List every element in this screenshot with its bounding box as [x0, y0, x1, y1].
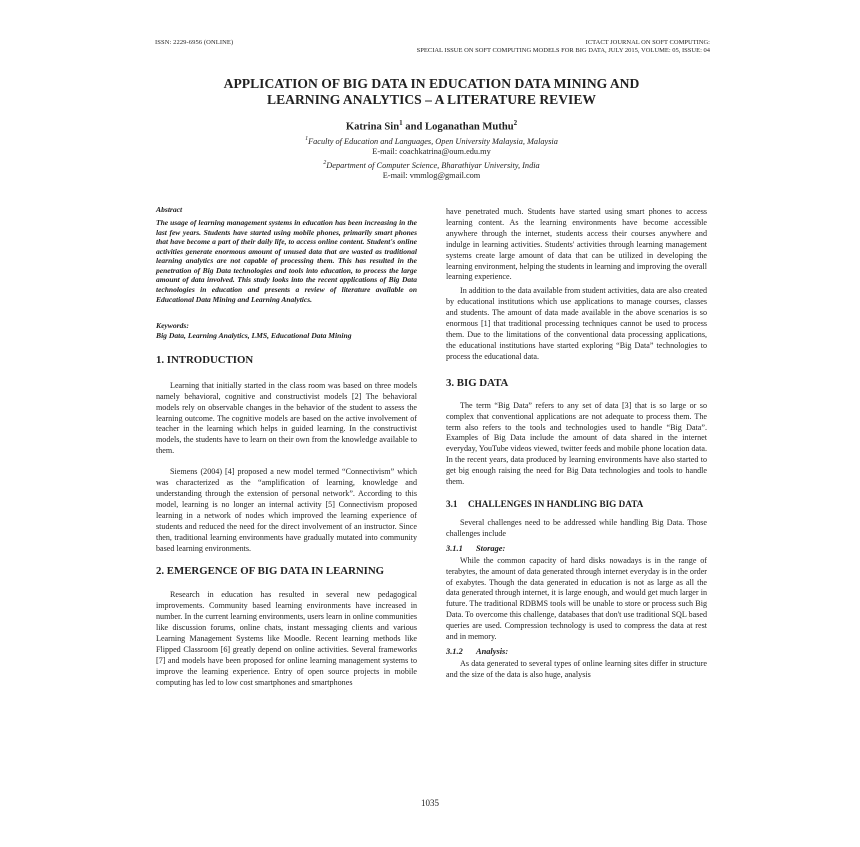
- analysis-paragraph-1: As data generated to several types of online learning sites differ in structure and the size of the data is also huge, analysis: [446, 659, 707, 679]
- author-1: Katrina Sin: [345, 121, 400, 133]
- subsection-heading-challenges: [446, 498, 707, 510]
- keywords-heading: Keywords:: [156, 321, 189, 331]
- author-2: Loganathan Muthu: [425, 121, 514, 133]
- section-heading-introduction: 1. INTRODUCTION: [156, 353, 254, 366]
- section-heading-big-data: 3. BIG DATA: [446, 376, 509, 389]
- left-column: [156, 205, 417, 689]
- affiliation-2-text: Department of Computer Science, Bharathiyar University, India: [326, 160, 540, 170]
- author-conjunction: and: [402, 121, 426, 133]
- affiliation-2-sup: 2: [323, 159, 327, 166]
- affiliation-1: [155, 134, 708, 147]
- subsubsection-heading-storage: [446, 543, 707, 554]
- affiliation-1-text: Faculty of Education and Languages, Open University Malaysia, Malaysia: [308, 136, 558, 146]
- big-data-paragraph-1: The term “Big Data” refers to any set of data [3] that is so large or so complex that conventional applications are not adequate to process them. The term also refers to the tools and technologies used to handle “Big Data”. Examples of Big Data include the amount of data shared in the internet everyday, YouTube videos viewed, twitter feeds and mobile phone location data. In the recent years, data produced by learning environments have also started to get big enough raising the need for Big Data technologies and tools to handle them.: [446, 400, 707, 487]
- subsubsection-number-storage: 3.1.1: [446, 543, 463, 553]
- affiliation-2: [155, 158, 708, 171]
- author-2-sup: 2: [513, 119, 518, 127]
- emergence-paragraph-1: Research in education has resulted in several new pedagogical improvements. Community based learning environments have increased in number. In the current learning environments, users learn in online communities like discussion forums, online chats, instant messaging clients and various Learning Management Systems like Moodle. Recent learning methods like Flipped Classroom [6] greatly depend on online activities. Several frameworks [7] and models have been proposed for online learning management systems to improve the learning experience. Entry of open source projects in mobile computing has led to low cost smartphones and smartphones: [156, 590, 417, 687]
- author-1-sup: 1: [399, 119, 403, 127]
- title-line-1: APPLICATION OF BIG DATA IN EDUCATION DATA MINING AND: [223, 76, 640, 91]
- intro-paragraph-1: Learning that initially started in the class room was based on three models namely behavioral, cognitive and constructivist models [2] The behavioral models rely on observable changes in the behavior of the student to assess the learning outcome. The cognitive models are based on the active involvement of teacher in the learning which helps in guided learning. In the constructivist models, the students have to learn on their own from the knowledge available to them.: [156, 380, 417, 456]
- subsubsection-number-analysis: 3.1.2: [446, 647, 463, 656]
- header-journal: [417, 39, 710, 56]
- affiliation-1-sup: 1: [305, 136, 309, 142]
- challenges-paragraph-1: Several challenges need to be addressed while handling Big Data. Those challenges include: [446, 517, 707, 538]
- subsubsection-title-storage: Storage:: [476, 543, 506, 553]
- right-paragraph-1: have penetrated much. Students have started using smart phones to access learning content. As the learning environments have become accessible anywhere through the internet, students access their courses anywhere and indulge in learning activities. Students' activities through learning management systems create large amount of data that can be utilized in developing the learning environment, helping the students in learning and improving the overall learning experience.: [446, 207, 707, 282]
- keywords-body: Big Data, Learning Analytics, LMS, Educational Data Mining: [156, 331, 352, 341]
- header-issn: ISSN: 2229-6956 (ONLINE): [155, 39, 234, 46]
- header-issue: SPECIAL ISSUE ON SOFT COMPUTING MODELS FOR BIG DATA, JULY 2015, VOLUME: 05, ISSUE: 04: [416, 47, 710, 55]
- paper-title: [155, 76, 708, 108]
- subsection-title-challenges: CHALLENGES IN HANDLING BIG DATA: [468, 498, 644, 509]
- author-list: [155, 119, 708, 133]
- subsubsection-title-analysis: Analysis:: [476, 647, 509, 656]
- abstract-body: The usage of learning management systems in education has been increasing in the last few years. Students have started using mobile phones, primarily smart phones that have become a part of their daily life, to access online content. Student's online activities generate enormous amount of unused data that are wasted as traditional learning analytics are not capable of processing them. This has resulted in the penetration of Big Data technologies and tools into education, to process the large amount of data involved. This study looks into the recent applications of Big Data technologies in education and presents a review of literature available on Educational Data Mining and Learning Analytics.: [156, 217, 417, 304]
- right-paragraph-2: In addition to the data available from student activities, data are also created by educational institutions which use applications to manage courses, classes and students. The amount of data made available in the above scenarios is so enormous [1] that traditional processing techniques cannot be used to process them. Due to the limitations of the conventional data processing applications, the educational institutions have started exploring “Big Data” technologies to process the educational data.: [446, 286, 707, 361]
- intro-paragraph-2: Siemens (2004) [4] proposed a new model termed “Connectivism” which was characterized as the “amplification of learning, knowledge and understanding through the extension of personal network”. According to this model, learning is no longer an internal activity [5] Connectivism proposed learning in a network of nodes which improved the learning experience of students and reduced the need for the direct involvement of an instructor. Since then, traditional learning environments have gradually mutated into community based learning environments.: [156, 467, 417, 553]
- affiliations: [155, 134, 708, 182]
- right-column: [446, 207, 707, 681]
- section-heading-emergence: 2. EMERGENCE OF BIG DATA IN LEARNING: [156, 565, 385, 578]
- header-journal-name: ICTACT JOURNAL ON SOFT COMPUTING:: [585, 39, 710, 46]
- storage-paragraph-1: While the common capacity of hard disks nowadays is in the range of terabytes, the amount of data generated through internet everyday is in the order of exabytes. Though the data generated in education is not as large as all the data generated through internet, it is large enough, and would get much larger in future. The traditional RDBMS tools will be unable to store or process such Big Data. To overcome this challenge, databases that don't use traditional SQL based queries are used. Compression technology is used to compress the data at rest and in memory.: [446, 555, 707, 642]
- email-1: E-mail: coachkatrina@oum.edu.my: [372, 147, 491, 157]
- abstract-heading: Abstract: [156, 205, 183, 214]
- email-2: E-mail: vmmlog@gmail.com: [382, 171, 481, 181]
- subsubsection-heading-analysis: [446, 646, 707, 657]
- subsection-number-challenges: 3.1: [446, 498, 458, 509]
- page-number: 1035: [421, 798, 439, 808]
- title-line-2: LEARNING ANALYTICS – A LITERATURE REVIEW: [267, 92, 596, 107]
